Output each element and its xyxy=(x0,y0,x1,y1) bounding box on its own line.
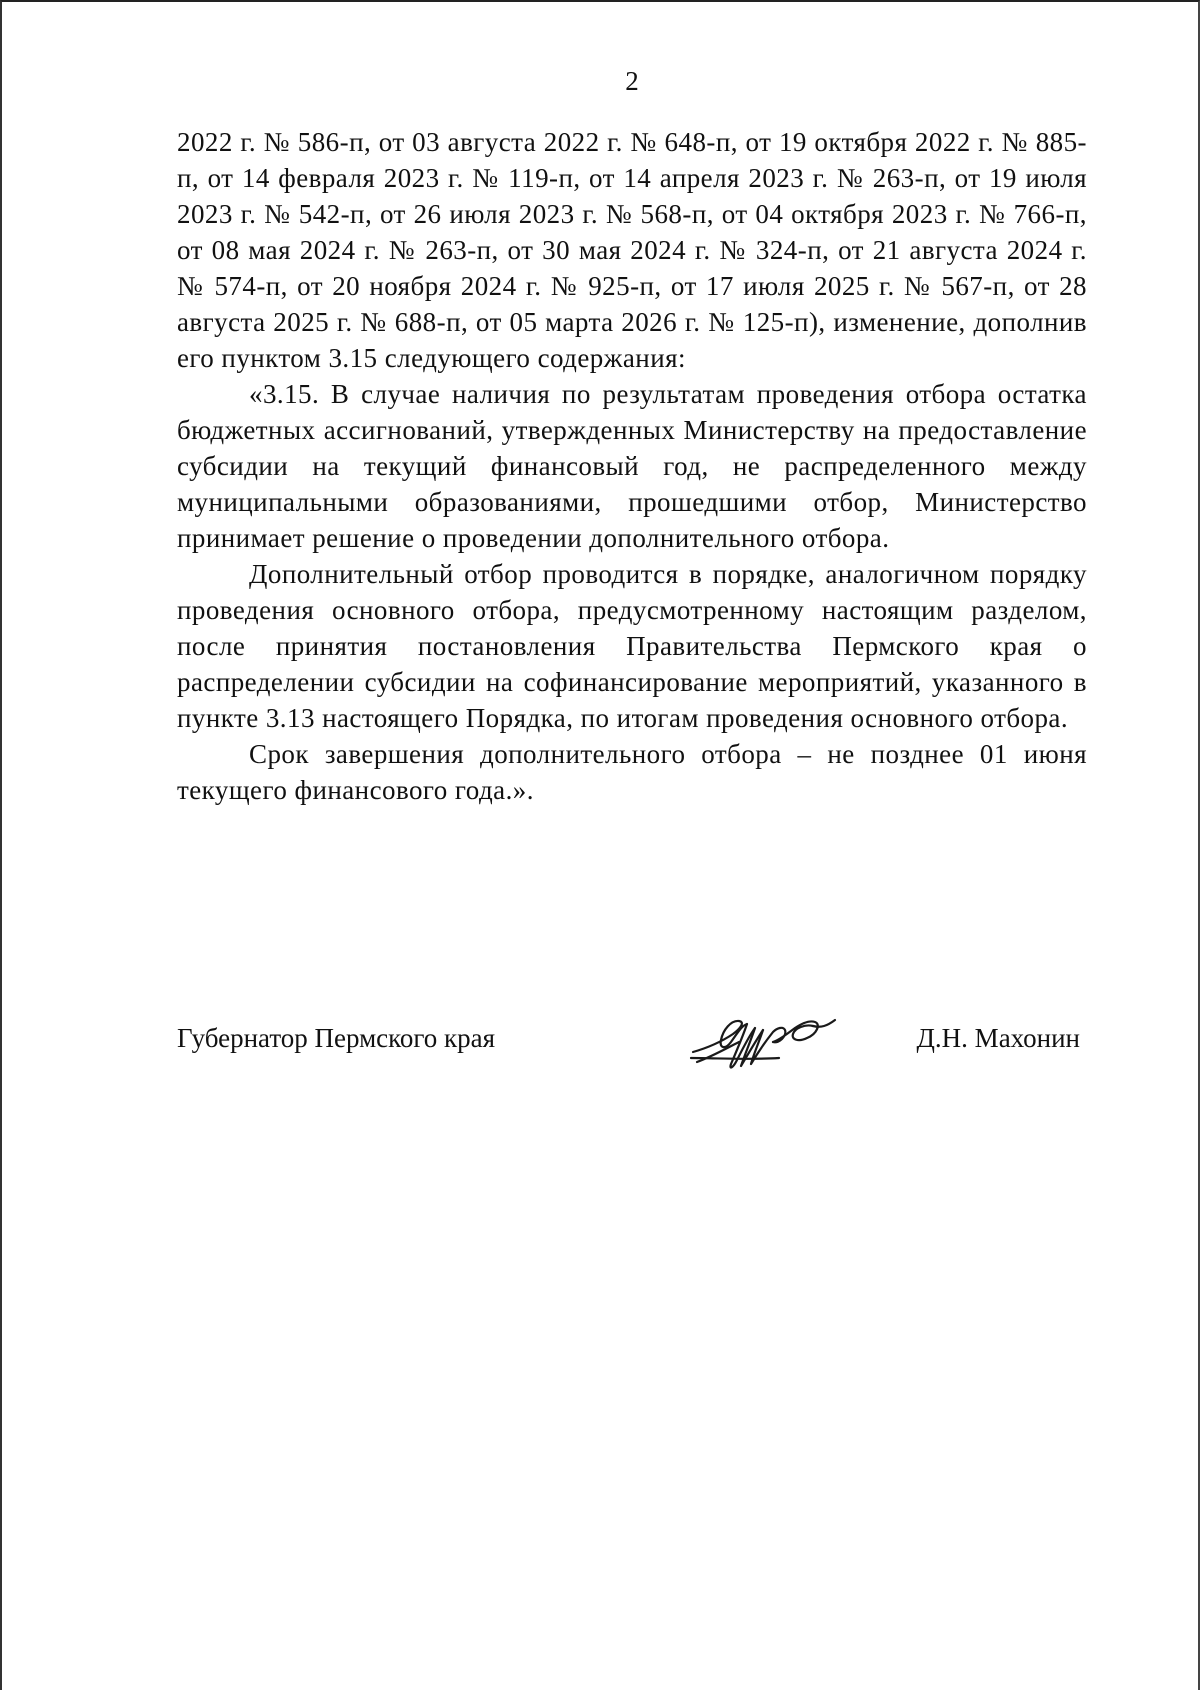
document-body xyxy=(177,124,1087,808)
signature-block xyxy=(177,1020,1080,1080)
signer-name: Д.Н. Махонин xyxy=(916,1023,1080,1053)
paragraph-clause-3-15: «3.15. В случае наличия по результатам проведения отбора остатка бюджетных ассигнований, утвержденных Министерству на предоставление субсидии на текущий финансовый год, не распределенного между муниципальными образованиями, прошедшими отбор, Министерство принимает решение о проведении дополнительного отбора. xyxy=(177,379,1087,553)
handwritten-signature xyxy=(687,1012,847,1078)
paragraph-amendment-list: 2022 г. № 586-п, от 03 августа 2022 г. № 648-п, от 19 октября 2022 г. № 885-п, от 14 февраля 2023 г. № 119-п, от 14 апреля 2023 г. № 263-п, от 19 июля 2023 г. № 542-п, от 26 июля 2023 г. № 568-п, от 04 октября 2023 г. № 766-п, от 08 мая 2024 г. № 263-п, от 30 мая 2024 г. № 324-п, от 21 августа 2024 г. № 574-п, от 20 ноября 2024 г. № 925-п, от 17 июля 2025 г. № 567-п, от 28 августа 2025 г. № 688-п, от 05 марта 2026 г. № 125-п), изменение, дополнив его пунктом 3.15 следующего содержания: xyxy=(177,127,1087,373)
signer-title: Губернатор Пермского края xyxy=(177,1023,496,1053)
page-number: 2 xyxy=(625,66,639,96)
paragraph-additional-selection: Дополнительный отбор проводится в порядке, аналогичном порядку проведения основного отбора, предусмотренному настоящим разделом, после принятия постановления Правительства Пермского края о распределении субсидии на софинансирование мероприятий, указанного в пункте 3.13 настоящего Порядка, по итогам проведения основного отбора. xyxy=(177,559,1087,733)
paragraph-deadline: Срок завершения дополнительного отбора – не позднее 01 июня текущего финансового года.». xyxy=(177,739,1087,805)
